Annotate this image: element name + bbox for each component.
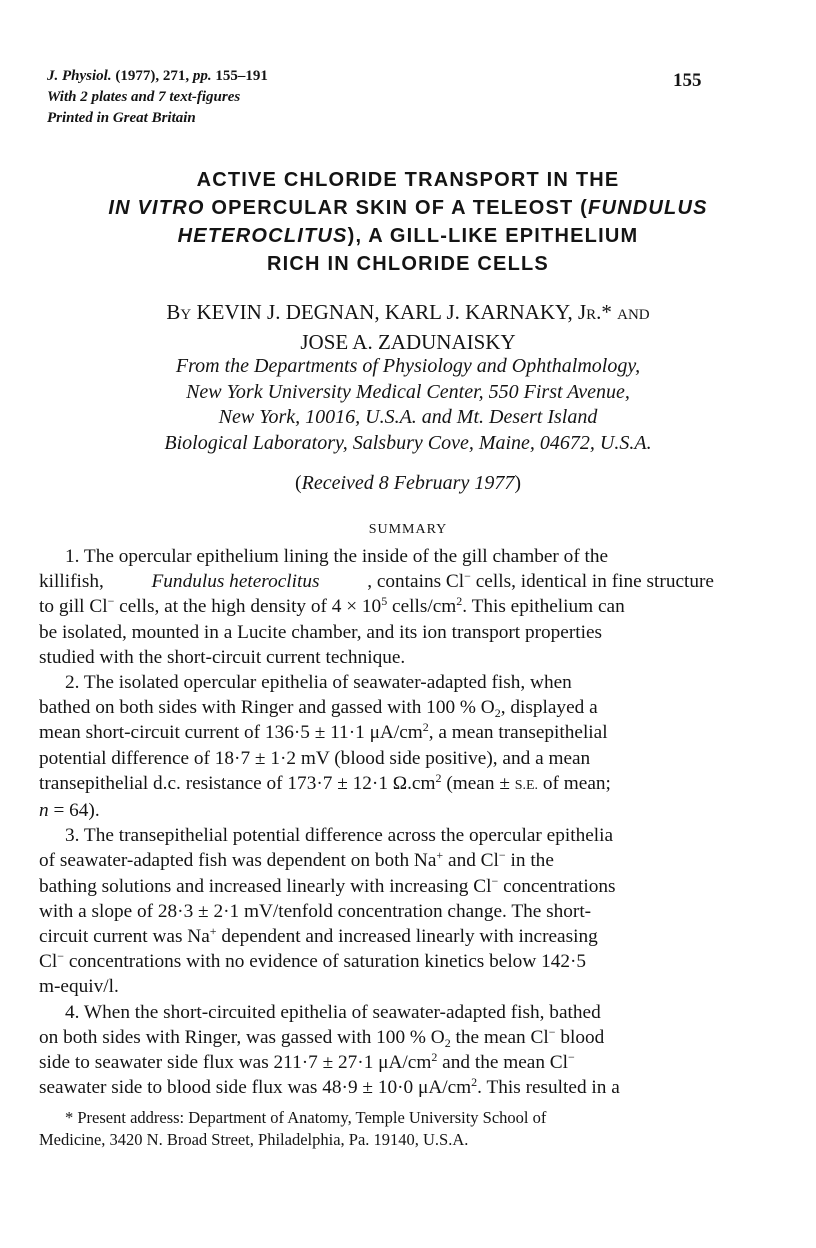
author-line-1	[40, 299, 776, 329]
text-run: transepithelial d.c. resistance of 173·7 ± 12·1 Ω.cm	[39, 772, 436, 794]
summary-paragraph-3	[39, 823, 714, 999]
superscript: 5	[381, 594, 388, 609]
superscript: −	[57, 949, 64, 964]
text-line: 2. The isolated opercular epithelia of seawater-adapted fish, when	[65, 672, 572, 694]
printed-line: Printed in Great Britain	[47, 110, 196, 126]
journal-year: (1977),	[115, 68, 160, 84]
by-smallcaps: Y	[180, 307, 192, 323]
text-line	[39, 848, 714, 873]
smallcaps-se: S.E.	[514, 777, 539, 793]
text-run: on both sides with Ringer, was gassed with 100 % O	[39, 1026, 445, 1048]
text-run: of seawater-adapted fish was dependent on both Na	[39, 850, 437, 872]
received-text: Received 8 February 1977	[301, 472, 515, 494]
text-run: cells/cm	[387, 596, 457, 618]
text-run: . This epithelium can	[462, 596, 625, 618]
text-line: 4. When the short-circuited epithelia of seawater-adapted fish, bathed	[65, 1001, 601, 1023]
summary-body	[39, 544, 714, 1100]
received-open-paren: (	[294, 472, 302, 494]
superscript: −	[464, 569, 471, 584]
superscript: −	[491, 873, 499, 888]
italic-n: n	[39, 800, 49, 822]
text-run: to gill Cl	[39, 596, 108, 618]
affiliation-line-4: Biological Laboratory, Salsbury Cove, Maine, 04672, U.S.A.	[164, 431, 652, 454]
footnote-line-1: * Present address: Department of Anatomy, Temple University School of	[65, 1108, 547, 1127]
and-word: AND	[617, 307, 650, 323]
text-run: and Cl	[443, 850, 499, 872]
superscript: 2	[471, 1075, 478, 1090]
text-run: killifish,	[39, 571, 104, 593]
text-run: bathing solutions and increased linearly with increasing Cl	[39, 875, 492, 897]
superscript: 2	[456, 594, 463, 609]
subscript: 2	[444, 1035, 451, 1050]
page-number: 155	[673, 70, 702, 91]
journal-volume: 271,	[162, 68, 190, 84]
title-line-2-text: OPERCULAR SKIN OF A TELEOST (	[204, 197, 589, 219]
summary-heading: SUMMARY	[368, 522, 448, 537]
text-line	[39, 771, 714, 798]
superscript: 2	[435, 770, 442, 785]
text-run: , contains Cl	[367, 571, 465, 593]
text-run: cells, identical in fine structure	[470, 571, 714, 593]
affiliation-line-1: From the Departments of Physiology and Ophthalmology,	[175, 355, 641, 377]
footnote	[39, 1107, 714, 1151]
text-run: , displayed a	[500, 697, 598, 719]
text-run	[367, 569, 714, 594]
received-date	[40, 472, 776, 495]
author-names: KEVIN J. DEGNAN, KARL J. KARNAKY, J	[191, 300, 587, 324]
text-line: with a slope of 28·3 ± 2·1 mV/tenfold concentration change. The short-	[39, 900, 592, 922]
summary-paragraph-2	[39, 670, 714, 823]
text-line: m-equiv/l.	[39, 976, 119, 998]
text-run: = 64).	[48, 800, 100, 822]
text-run: and the mean Cl	[437, 1052, 569, 1074]
superscript: +	[209, 924, 217, 939]
text-run: dependent and increased linearly with increasing	[216, 926, 598, 948]
superscript: 2	[422, 720, 429, 735]
title-line-2	[40, 194, 776, 222]
by-initial: B	[166, 300, 181, 324]
plates-line: With 2 plates and 7 text-figures	[47, 89, 241, 105]
text-run: seawater side to blood side flux was 48·9 ± 10·0 μA/cm	[39, 1077, 472, 1099]
affiliation-line-3: New York, 10016, U.S.A. and Mt. Desert Island	[218, 406, 598, 428]
title-line-3	[40, 222, 776, 250]
text-run: . This resulted in a	[477, 1077, 620, 1099]
text-line	[39, 949, 714, 974]
text-line: studied with the short-circuit current technique.	[39, 646, 406, 668]
title-italic-species: HETEROCLITUS	[177, 225, 348, 247]
title-line-4: RICH IN CHLORIDE CELLS	[267, 253, 549, 275]
jr-suffix: .*	[596, 300, 618, 324]
title-italic-in-vitro: IN VITRO	[108, 197, 205, 219]
text-run: concentrations with no evidence of saturation kinetics below 142·5	[64, 951, 587, 973]
text-line: potential difference of 18·7 ± 1·2 mV (blood side positive), and a mean	[39, 747, 591, 769]
text-line	[39, 924, 714, 949]
jr-smallcaps: R	[586, 307, 597, 323]
citation-line	[47, 66, 268, 87]
text-run: , a mean transepithelial	[428, 722, 608, 744]
superscript: −	[498, 848, 506, 863]
text-line	[39, 1050, 714, 1075]
text-run: Cl	[39, 951, 58, 973]
text-run: (mean ±	[441, 772, 515, 794]
pages-label: pp.	[192, 68, 212, 84]
text-run: of mean;	[538, 772, 611, 794]
text-line	[39, 569, 714, 594]
affiliation-line-2: New York University Medical Center, 550 First Avenue,	[186, 380, 630, 403]
text-line: be isolated, mounted in a Lucite chamber, and its ion transport properties	[39, 621, 603, 643]
text-run: bathed on both sides with Ringer and gassed with 100 % O	[39, 697, 495, 719]
text-run: cells, at the high density of 4 × 10	[114, 596, 382, 618]
author-list	[40, 299, 776, 356]
text-line	[39, 594, 714, 619]
text-line	[39, 874, 714, 899]
superscript: +	[436, 848, 444, 863]
subscript: 2	[494, 706, 501, 721]
received-close-paren: )	[514, 472, 522, 494]
summary-paragraph-1	[39, 544, 714, 670]
superscript: −	[568, 1050, 575, 1065]
summary-paragraph-4	[39, 1000, 714, 1101]
text-line	[39, 720, 714, 745]
affiliation	[40, 354, 776, 456]
text-run: concentrations	[498, 875, 616, 897]
text-line	[39, 695, 714, 720]
journal-name: J. Physiol.	[47, 68, 112, 84]
footnote-line-2: Medicine, 3420 N. Broad Street, Philadelphia, Pa. 19140, U.S.A.	[39, 1130, 469, 1149]
text-line: 3. The transepithelial potential difference across the opercular epithelia	[65, 825, 614, 847]
text-line	[39, 1025, 714, 1050]
page-range: 155–191	[215, 68, 268, 84]
superscript: −	[107, 594, 115, 609]
text-line	[39, 1075, 714, 1100]
text-run: the mean Cl	[450, 1026, 549, 1048]
text-run: in the	[505, 850, 554, 872]
title-italic-genus: FUNDULUS	[588, 197, 708, 219]
species-name: Fundulus heteroclitus	[151, 571, 320, 593]
superscript: −	[548, 1024, 556, 1039]
text-run: circuit current was Na	[39, 926, 210, 948]
text-run: mean short-circuit current of 136·5 ± 11·1 μA/cm	[39, 722, 423, 744]
author-line-2: JOSE A. ZADUNAISKY	[300, 330, 516, 354]
superscript: 2	[431, 1050, 438, 1065]
article-title	[40, 166, 776, 278]
title-line-1: ACTIVE CHLORIDE TRANSPORT IN THE	[196, 169, 620, 191]
text-line	[39, 798, 714, 823]
text-run: blood	[555, 1026, 605, 1048]
text-line: 1. The opercular epithelium lining the inside of the gill chamber of the	[65, 546, 609, 567]
text-run: side to seawater side flux was 211·7 ± 27·1 μA/cm	[39, 1052, 432, 1074]
journal-header	[47, 66, 268, 129]
title-line-3-text: ), A GILL-LIKE EPITHELIUM	[347, 225, 639, 247]
